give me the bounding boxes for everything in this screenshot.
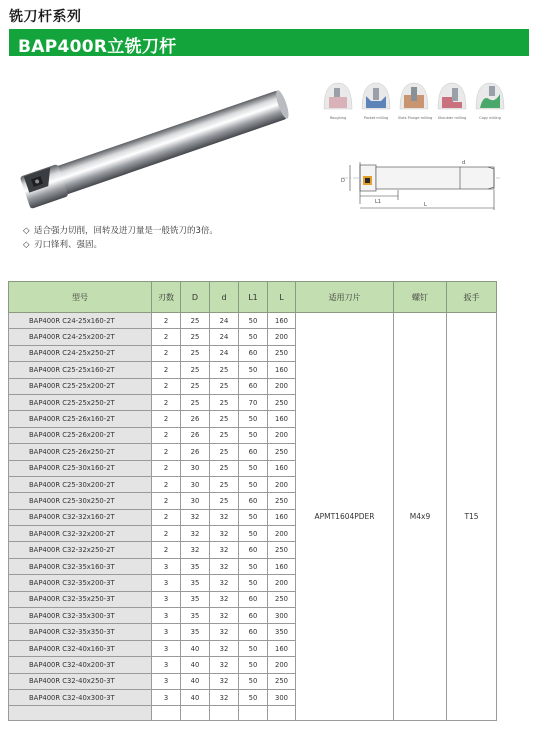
model-cell: BAP400R C32-35x300-3T — [9, 608, 152, 624]
spec-cell: 2 — [152, 329, 181, 345]
model-cell: BAP400R C25-30x160-2T — [9, 460, 152, 476]
model-cell: BAP400R C32-32x250-2T — [9, 542, 152, 558]
spec-cell: 50 — [239, 526, 268, 542]
spec-cell: 3 — [152, 624, 181, 640]
spec-cell: 2 — [152, 476, 181, 492]
spec-cell: 3 — [152, 673, 181, 689]
spec-cell: 32 — [210, 689, 239, 705]
model-cell: BAP400R C25-26x160-2T — [9, 411, 152, 427]
spec-cell: 35 — [181, 575, 210, 591]
model-cell: BAP400R C25-26x250-2T — [9, 444, 152, 460]
spec-cell: 250 — [268, 542, 296, 558]
spec-cell: 2 — [152, 493, 181, 509]
spec-cell: 25 — [181, 329, 210, 345]
model-cell: BAP400R C32-32x160-2T — [9, 509, 152, 525]
model-cell: BAP400R C32-40x250-3T — [9, 673, 152, 689]
model-cell: BAP400R C25-26x200-2T — [9, 427, 152, 443]
spec-cell: 25 — [210, 362, 239, 378]
spec-cell: 32 — [210, 657, 239, 673]
spec-cell: 2 — [152, 411, 181, 427]
model-cell: BAP400R C32-35x160-3T — [9, 558, 152, 574]
shoulder-milling-caption: Shoulder milling — [437, 116, 467, 120]
operation-icons — [322, 82, 507, 120]
spec-cell: 32 — [210, 558, 239, 574]
feature-text: 刃口锋利、强固。 — [34, 240, 103, 250]
slot-plunge-milling-caption: Slots Plunge milling — [398, 116, 433, 120]
roughing-caption: Roughing — [329, 116, 347, 120]
slot-plunge-milling-op — [398, 82, 433, 120]
model-cell: BAP400R C32-40x300-3T — [9, 689, 152, 705]
feature-item — [23, 224, 218, 238]
model-cell: BAP400R C24-25x200-2T — [9, 329, 152, 345]
spec-cell: 25 — [210, 427, 239, 443]
spec-cell: 32 — [210, 673, 239, 689]
spec-cell: 160 — [268, 558, 296, 574]
model-cell: BAP400R C32-32x200-2T — [9, 526, 152, 542]
spec-cell: 300 — [268, 689, 296, 705]
spec-cell: 200 — [268, 378, 296, 394]
feature-item — [23, 238, 218, 252]
spec-cell: 250 — [268, 345, 296, 361]
model-cell: BAP400R C24-25x250-2T — [9, 345, 152, 361]
spec-cell: 25 — [181, 362, 210, 378]
spec-cell: 35 — [181, 591, 210, 607]
spec-cell: 2 — [152, 394, 181, 410]
spec-cell: 32 — [181, 509, 210, 525]
spec-cell: 50 — [239, 460, 268, 476]
model-cell: BAP400R C25-25x200-2T — [9, 378, 152, 394]
spec-cell: 32 — [210, 542, 239, 558]
empty-cell — [239, 706, 268, 721]
spec-cell: 32 — [210, 640, 239, 656]
tool-holder-image — [16, 85, 301, 213]
feature-text: 适合强力切削，回转及进刀量是一般铣刀的3倍。 — [34, 226, 218, 236]
header-L: L — [268, 282, 296, 313]
model-cell: BAP400R C32-40x200-3T — [9, 657, 152, 673]
spec-cell: 32 — [210, 509, 239, 525]
spec-cell: 250 — [268, 444, 296, 460]
header-insert: 适用刀片 — [296, 282, 394, 313]
model-cell: BAP400R C25-25x160-2T — [9, 362, 152, 378]
copy-milling-op — [474, 82, 506, 120]
spec-cell: 26 — [181, 411, 210, 427]
roughing-op — [322, 82, 354, 120]
spec-cell: 3 — [152, 608, 181, 624]
spec-cell: 25 — [210, 394, 239, 410]
spec-cell: 25 — [210, 476, 239, 492]
diagram-label-d: d — [462, 160, 466, 166]
spec-cell: 250 — [268, 493, 296, 509]
spec-cell: 50 — [239, 476, 268, 492]
model-cell: BAP400R C24-25x160-2T — [9, 313, 152, 329]
pocket-milling-op — [360, 82, 392, 120]
spec-cell: 3 — [152, 591, 181, 607]
spec-cell: 60 — [239, 542, 268, 558]
spec-cell: 30 — [181, 476, 210, 492]
header-flutes: 刃数 — [152, 282, 181, 313]
empty-cell — [9, 706, 152, 721]
header-screw: 螺钉 — [394, 282, 447, 313]
spec-cell: 40 — [181, 640, 210, 656]
spec-cell: 60 — [239, 624, 268, 640]
empty-cell — [152, 706, 181, 721]
spec-cell: 50 — [239, 558, 268, 574]
model-cell: BAP400R C32-35x350-3T — [9, 624, 152, 640]
model-cell: BAP400R C32-35x200-3T — [9, 575, 152, 591]
spec-cell: 50 — [239, 411, 268, 427]
spec-cell: 35 — [181, 608, 210, 624]
wrench-cell: T15 — [447, 313, 497, 721]
spec-table — [8, 281, 497, 721]
spec-cell: 350 — [268, 624, 296, 640]
spec-cell: 200 — [268, 329, 296, 345]
slot-plunge-milling-icon — [399, 82, 429, 110]
spec-cell: 60 — [239, 591, 268, 607]
model-cell: BAP400R C32-40x160-3T — [9, 640, 152, 656]
spec-cell: 2 — [152, 542, 181, 558]
diamond-bullet-icon: ◇ — [23, 226, 30, 236]
spec-cell: 25 — [210, 411, 239, 427]
spec-cell: 200 — [268, 575, 296, 591]
dimension-drawing — [338, 138, 504, 214]
spec-cell: 50 — [239, 575, 268, 591]
diamond-bullet-icon: ◇ — [23, 240, 30, 250]
spec-cell: 250 — [268, 394, 296, 410]
header-d: d — [210, 282, 239, 313]
spec-cell: 60 — [239, 608, 268, 624]
roughing-icon — [323, 82, 353, 110]
spec-cell: 2 — [152, 427, 181, 443]
spec-cell: 300 — [268, 608, 296, 624]
spec-cell: 50 — [239, 657, 268, 673]
shoulder-milling-op — [436, 82, 468, 120]
copy-milling-icon — [475, 82, 505, 110]
spec-cell: 26 — [181, 444, 210, 460]
product-title: BAP400R立铣刀杆 — [18, 37, 177, 57]
spec-cell: 25 — [210, 493, 239, 509]
spec-cell: 25 — [210, 444, 239, 460]
spec-cell: 32 — [181, 542, 210, 558]
spec-cell: 250 — [268, 591, 296, 607]
spec-cell: 25 — [181, 378, 210, 394]
spec-cell: 70 — [239, 394, 268, 410]
spec-cell: 60 — [239, 378, 268, 394]
empty-cell — [268, 706, 296, 721]
spec-cell: 2 — [152, 313, 181, 329]
header-L1: L1 — [239, 282, 268, 313]
spec-cell: 3 — [152, 689, 181, 705]
spec-cell: 200 — [268, 526, 296, 542]
spec-cell: 30 — [181, 460, 210, 476]
spec-cell: 2 — [152, 509, 181, 525]
empty-cell — [181, 706, 210, 721]
copy-milling-caption: Copy milling — [479, 116, 501, 120]
spec-cell: 250 — [268, 673, 296, 689]
spec-cell: 25 — [210, 460, 239, 476]
table-header-row — [9, 282, 497, 313]
spec-cell: 30 — [181, 493, 210, 509]
spec-cell: 40 — [181, 689, 210, 705]
spec-cell: 26 — [181, 427, 210, 443]
model-cell: BAP400R C25-30x250-2T — [9, 493, 152, 509]
spec-cell: 50 — [239, 673, 268, 689]
spec-cell: 160 — [268, 411, 296, 427]
spec-cell: 160 — [268, 313, 296, 329]
spec-cell: 25 — [181, 345, 210, 361]
spec-cell: 2 — [152, 444, 181, 460]
spec-cell: 25 — [210, 378, 239, 394]
spec-cell: 25 — [181, 394, 210, 410]
spec-cell: 50 — [239, 427, 268, 443]
model-cell: BAP400R C25-30x200-2T — [9, 476, 152, 492]
header-model: 型号 — [9, 282, 152, 313]
spec-cell: 60 — [239, 345, 268, 361]
spec-cell: 2 — [152, 362, 181, 378]
series-title: 铣刀杆系列 — [9, 9, 82, 25]
spec-cell: 50 — [239, 509, 268, 525]
pocket-milling-icon — [361, 82, 391, 110]
spec-cell: 50 — [239, 640, 268, 656]
spec-cell: 160 — [268, 509, 296, 525]
spec-cell: 24 — [210, 313, 239, 329]
spec-cell: 32 — [210, 526, 239, 542]
insert-cell: APMT1604PDER — [296, 313, 394, 721]
spec-cell: 50 — [239, 329, 268, 345]
spec-cell: 3 — [152, 575, 181, 591]
spec-cell: 40 — [181, 657, 210, 673]
screw-cell: M4x9 — [394, 313, 447, 721]
spec-cell: 40 — [181, 673, 210, 689]
shoulder-milling-icon — [437, 82, 467, 110]
spec-cell: 32 — [210, 575, 239, 591]
spec-cell: 24 — [210, 345, 239, 361]
spec-cell: 50 — [239, 689, 268, 705]
spec-cell: 160 — [268, 460, 296, 476]
table-row — [9, 313, 497, 329]
diagram-label-D: D — [341, 178, 345, 184]
diagram-label-L1: L1 — [375, 199, 381, 205]
product-banner — [9, 29, 529, 56]
spec-cell: 2 — [152, 460, 181, 476]
spec-cell: 35 — [181, 624, 210, 640]
spec-cell: 24 — [210, 329, 239, 345]
spec-cell: 2 — [152, 526, 181, 542]
spec-cell: 32 — [210, 591, 239, 607]
spec-cell: 32 — [210, 608, 239, 624]
spec-cell: 200 — [268, 427, 296, 443]
pocket-milling-caption: Pocket milling — [363, 116, 389, 120]
model-cell: BAP400R C25-25x250-2T — [9, 394, 152, 410]
spec-cell: 160 — [268, 362, 296, 378]
model-cell: BAP400R C32-35x250-3T — [9, 591, 152, 607]
spec-cell: 25 — [181, 313, 210, 329]
spec-cell: 200 — [268, 476, 296, 492]
spec-cell: 50 — [239, 362, 268, 378]
spec-cell: 2 — [152, 378, 181, 394]
spec-cell: 35 — [181, 558, 210, 574]
empty-cell — [210, 706, 239, 721]
spec-cell: 60 — [239, 493, 268, 509]
spec-cell: 32 — [181, 526, 210, 542]
header-D: D — [181, 282, 210, 313]
spec-cell: 3 — [152, 657, 181, 673]
spec-cell: 200 — [268, 657, 296, 673]
feature-list — [23, 224, 218, 252]
spec-cell: 32 — [210, 624, 239, 640]
table-body — [9, 313, 497, 721]
header-wrench: 扳手 — [447, 282, 497, 313]
diagram-label-L: L — [424, 202, 427, 208]
spec-cell: 2 — [152, 345, 181, 361]
spec-cell: 60 — [239, 444, 268, 460]
spec-cell: 160 — [268, 640, 296, 656]
spec-cell: 50 — [239, 313, 268, 329]
spec-cell: 3 — [152, 558, 181, 574]
spec-cell: 3 — [152, 640, 181, 656]
